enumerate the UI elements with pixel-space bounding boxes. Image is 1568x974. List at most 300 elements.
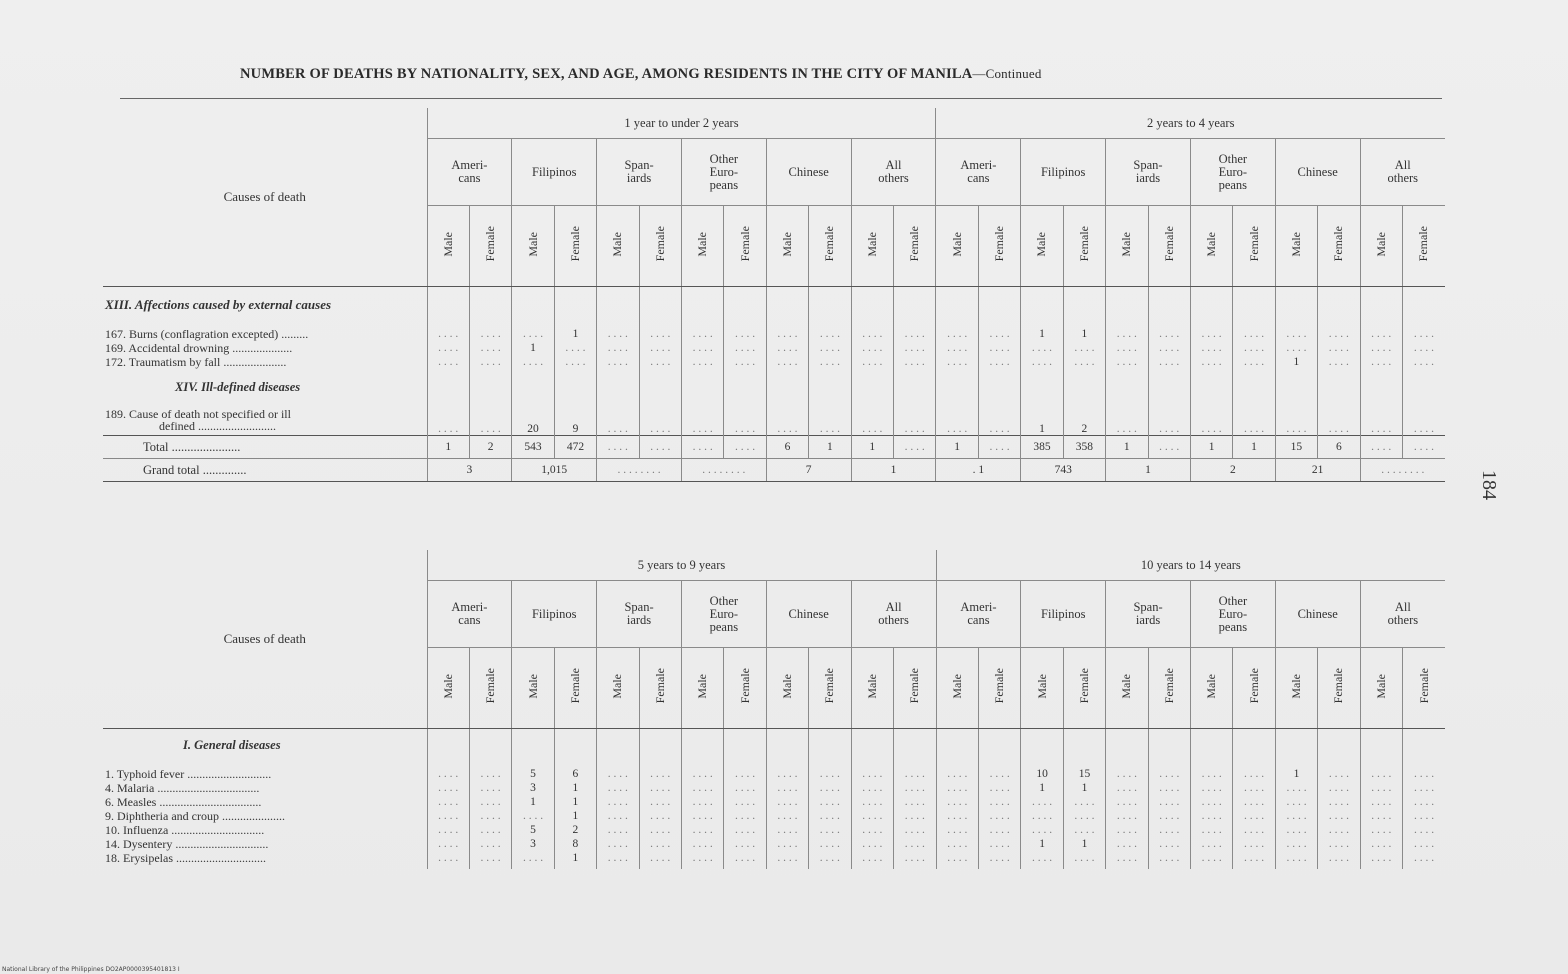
table-row xyxy=(103,809,1445,823)
title-text: NUMBER OF DEATHS BY NATIONALITY, SEX, AND AGE, AMONG RESIDENTS IN THE CITY OF MANILA xyxy=(240,66,973,82)
female-header: Female xyxy=(1318,206,1360,287)
total-value: 2 xyxy=(469,436,511,459)
cell-value: . . . . xyxy=(1233,851,1275,865)
total-value: . . . . xyxy=(597,436,639,459)
cell-value: . . . . xyxy=(1233,809,1275,823)
cell-value: 6 xyxy=(554,767,596,781)
male-header: Male xyxy=(681,648,723,729)
cell-value: . . . . xyxy=(1318,837,1360,851)
cell-value: . . . . xyxy=(469,837,511,851)
cell-value: 1 xyxy=(512,341,554,355)
cell-value: . . . . xyxy=(681,837,723,851)
cell-value: . . . . xyxy=(1275,327,1317,341)
cell-value: . . . . xyxy=(893,837,936,851)
cell-value: . . . . xyxy=(1190,767,1232,781)
female-header: Female xyxy=(1403,648,1446,729)
cause-label: 172. Traumatism by fall ..................... xyxy=(105,355,287,369)
cell-value: . . . . xyxy=(893,851,936,865)
cell-value: . . . . xyxy=(1318,355,1360,369)
cell-value: . . . . xyxy=(1275,851,1317,865)
cell-value: . . . . xyxy=(1148,767,1190,781)
cell-value: 3 xyxy=(512,837,554,851)
cell-value: . . . . xyxy=(809,767,851,781)
cell-value: . . . . xyxy=(978,823,1020,837)
cell-value: 5 xyxy=(512,767,554,781)
female-header: Female xyxy=(1402,206,1445,287)
cell-value: . . . . xyxy=(809,341,851,355)
table-row xyxy=(103,341,1445,355)
cell-value: . . . . xyxy=(1275,795,1317,809)
cell-value: . . . . xyxy=(1318,327,1360,341)
cell-value: . . . . xyxy=(597,851,639,865)
page-number: 184 xyxy=(1478,470,1500,500)
cell-value: . . . . xyxy=(427,837,469,851)
cell-value: . . . . xyxy=(1318,851,1360,865)
nationality-header: Span- iards xyxy=(597,139,682,206)
cell-value: . . . . xyxy=(893,781,936,795)
male-header: Male xyxy=(851,206,893,287)
cell-value: . . . . xyxy=(724,851,766,865)
scan-footer: National Library of the Philippines DO2AP0000395401813 I xyxy=(2,966,180,973)
total-label: Total ...................... xyxy=(103,436,427,459)
nationality-header: Filipinos xyxy=(1021,581,1106,648)
cell-value: 1 xyxy=(1021,781,1063,795)
total-value: . . . . xyxy=(1402,436,1445,459)
cell-value: . . . . xyxy=(893,767,936,781)
nationality-header: Span- iards xyxy=(1106,139,1191,206)
cell-value: . . . . xyxy=(724,795,766,809)
cell-value: . . . . xyxy=(597,405,639,436)
nationality-header: All others xyxy=(851,139,936,206)
male-header: Male xyxy=(681,206,723,287)
cell-value: . . . . xyxy=(809,809,851,823)
cell-value: . . . . xyxy=(936,355,978,369)
table-row xyxy=(103,781,1445,795)
cell-value: . . . . xyxy=(936,767,978,781)
cell-value: . . . . xyxy=(1275,405,1317,436)
cell-value: . . . . xyxy=(1190,327,1232,341)
cell-value: . . . . xyxy=(766,355,808,369)
cell-value: . . . . xyxy=(597,809,639,823)
cell-value: . . . . xyxy=(978,809,1020,823)
female-header: Female xyxy=(978,648,1020,729)
cell-value: . . . . xyxy=(809,355,851,369)
cell-value: . . . . xyxy=(936,781,978,795)
cell-value: . . . . xyxy=(1106,405,1148,436)
table-row xyxy=(103,851,1445,865)
age-band-right: 2 years to 4 years xyxy=(936,108,1445,139)
cell-value: 1 xyxy=(1063,781,1105,795)
female-header: Female xyxy=(809,206,851,287)
cell-value: . . . . xyxy=(597,355,639,369)
male-header: Male xyxy=(766,206,808,287)
age-band-left: 1 year to under 2 years xyxy=(427,108,936,139)
cell-value: . . . . xyxy=(1360,795,1402,809)
cell-value: . . . . xyxy=(681,851,723,865)
cell-value: . . . . xyxy=(766,767,808,781)
table-5-to-14-years xyxy=(103,550,1445,869)
cell-value: . . . . xyxy=(1021,341,1063,355)
total-value: 543 xyxy=(512,436,554,459)
cell-value: . . . . xyxy=(1063,823,1105,837)
total-value: 1 xyxy=(1233,436,1275,459)
cause-label: 167. Burns (conflagration excepted) ......... xyxy=(105,327,309,341)
cell-value: . . . . xyxy=(1106,355,1148,369)
cell-value: 1 xyxy=(554,809,596,823)
female-header: Female xyxy=(724,206,766,287)
cell-value: . . . . xyxy=(766,781,808,795)
cell-value: . . . . xyxy=(724,823,766,837)
grand-total-value: 1 xyxy=(1106,459,1191,482)
cell-value: 1 xyxy=(554,327,596,341)
cell-value: . . . . xyxy=(1148,405,1190,436)
cell-value: . . . . xyxy=(893,355,935,369)
female-header: Female xyxy=(1148,648,1190,729)
cell-value: . . . . xyxy=(978,327,1020,341)
cell-value: . . . . xyxy=(851,781,893,795)
cell-value: . . . . xyxy=(469,327,511,341)
male-header: Male xyxy=(1021,206,1063,287)
total-value: . . . . xyxy=(724,436,766,459)
cell-value: . . . . xyxy=(851,327,893,341)
cell-value: . . . . xyxy=(1190,355,1232,369)
cell-value: . . . . xyxy=(766,823,808,837)
cell-value: . . . . xyxy=(597,327,639,341)
cell-value: 1 xyxy=(1275,355,1317,369)
cell-value: . . . . xyxy=(978,781,1020,795)
male-header: Male xyxy=(512,206,554,287)
age-band-left: 5 years to 9 years xyxy=(427,550,936,581)
cell-value: . . . . xyxy=(724,809,766,823)
cell-value: . . . . xyxy=(512,809,554,823)
cell-value: . . . . xyxy=(469,767,511,781)
cell-value: . . . . xyxy=(1233,327,1275,341)
cell-value: 3 xyxy=(512,781,554,795)
cell-value: . . . . xyxy=(1360,327,1402,341)
cell-value: . . . . xyxy=(1360,823,1402,837)
cell-value: . . . . xyxy=(936,405,978,436)
cell-value: . . . . xyxy=(427,767,469,781)
cell-value: 1 xyxy=(554,795,596,809)
cell-value: . . . . xyxy=(766,837,808,851)
cell-value: . . . . xyxy=(427,327,469,341)
cell-value: . . . . xyxy=(1402,355,1445,369)
total-value: 15 xyxy=(1275,436,1317,459)
cell-value: . . . . xyxy=(1360,341,1402,355)
cell-value: . . . . xyxy=(1021,851,1063,865)
cell-value: . . . . xyxy=(427,405,469,436)
cell-value: . . . . xyxy=(1318,823,1360,837)
cell-value: . . . . xyxy=(851,795,893,809)
male-header: Male xyxy=(1190,206,1232,287)
nationality-header: Ameri- cans xyxy=(427,581,512,648)
cell-value: . . . . xyxy=(978,767,1020,781)
cause-label: 18. Erysipelas .............................. xyxy=(105,851,266,865)
cell-value: . . . . xyxy=(1190,837,1232,851)
male-header: Male xyxy=(512,648,554,729)
female-header: Female xyxy=(809,648,851,729)
cell-value: . . . . xyxy=(893,341,935,355)
total-value: 385 xyxy=(1021,436,1063,459)
total-value: 6 xyxy=(1318,436,1360,459)
cell-value: . . . . xyxy=(1233,341,1275,355)
cell-value: . . . . xyxy=(893,809,936,823)
cell-value: . . . . xyxy=(724,327,766,341)
cell-value: . . . . xyxy=(893,823,936,837)
cell-value: . . . . xyxy=(469,781,511,795)
cell-value: . . . . xyxy=(681,405,723,436)
cell-value: . . . . xyxy=(809,327,851,341)
cell-value: . . . . xyxy=(851,851,893,865)
cell-value: . . . . xyxy=(554,341,596,355)
cell-value: 20 xyxy=(512,405,554,436)
nationality-header: Filipinos xyxy=(1021,139,1106,206)
cell-value: . . . . xyxy=(936,851,978,865)
cell-value: . . . . xyxy=(766,405,808,436)
cell-value: . . . . xyxy=(1106,341,1148,355)
male-header: Male xyxy=(427,648,469,729)
table-row xyxy=(103,405,1445,436)
cell-value: 1 xyxy=(1021,405,1063,436)
cell-value: . . . . xyxy=(1106,767,1148,781)
cell-value: 1 xyxy=(1063,327,1105,341)
male-header: Male xyxy=(1106,648,1148,729)
cell-value: . . . . xyxy=(1063,355,1105,369)
cell-value: 1 xyxy=(554,781,596,795)
nationality-header: Span- iards xyxy=(597,581,682,648)
cell-value: . . . . xyxy=(724,767,766,781)
cell-value: . . . . xyxy=(427,341,469,355)
cell-value: . . . . xyxy=(469,851,511,865)
cell-value: 1 xyxy=(554,851,596,865)
total-value: 1 xyxy=(1190,436,1232,459)
cell-value: . . . . xyxy=(1403,823,1446,837)
cell-value: . . . . xyxy=(639,405,681,436)
cell-value: . . . . xyxy=(851,355,893,369)
cell-value: . . . . xyxy=(554,355,596,369)
table-row xyxy=(103,767,1445,781)
cell-value: . . . . xyxy=(724,405,766,436)
cell-value: . . . . xyxy=(1233,781,1275,795)
cell-value: . . . . xyxy=(469,341,511,355)
male-header: Male xyxy=(851,648,893,729)
total-value: . . . . xyxy=(1360,436,1402,459)
cell-value: . . . . xyxy=(1318,781,1360,795)
male-header: Male xyxy=(1190,648,1232,729)
male-header: Male xyxy=(1106,206,1148,287)
cell-value: . . . . xyxy=(427,781,469,795)
cell-value: . . . . xyxy=(639,781,681,795)
cell-value: . . . . xyxy=(512,851,554,865)
cell-value: . . . . xyxy=(1190,341,1232,355)
cell-value: . . . . xyxy=(1275,341,1317,355)
grand-total-value: . . . . . . . . xyxy=(597,459,682,482)
cell-value: . . . . xyxy=(766,851,808,865)
cell-value: . . . . xyxy=(978,405,1020,436)
nationality-header: Filipinos xyxy=(512,581,597,648)
cell-value: . . . . xyxy=(1190,851,1232,865)
female-header: Female xyxy=(1063,648,1105,729)
total-value: 6 xyxy=(766,436,808,459)
cell-value: . . . . xyxy=(1403,837,1446,851)
total-value: 1 xyxy=(851,436,893,459)
total-value: 1 xyxy=(427,436,469,459)
cell-value: . . . . xyxy=(978,851,1020,865)
table-row xyxy=(103,355,1445,369)
nationality-header: Other Euro- peans xyxy=(1190,139,1275,206)
cell-value: . . . . xyxy=(1360,809,1402,823)
cell-value: . . . . xyxy=(639,823,681,837)
cell-value: . . . . xyxy=(851,823,893,837)
cell-value: . . . . xyxy=(1063,341,1105,355)
grand-total-value: 21 xyxy=(1275,459,1360,482)
cell-value: . . . . xyxy=(1402,341,1445,355)
cell-value: . . . . xyxy=(809,781,851,795)
nationality-header: All others xyxy=(851,581,936,648)
nationality-header: Ameri- cans xyxy=(427,139,512,206)
cell-value: . . . . xyxy=(639,837,681,851)
cell-value: . . . . xyxy=(809,851,851,865)
female-header: Female xyxy=(1233,648,1275,729)
cell-value: . . . . xyxy=(469,405,511,436)
cell-value: . . . . xyxy=(1403,809,1446,823)
total-value: . . . . xyxy=(1148,436,1190,459)
cause-label: 1. Typhoid fever ............................ xyxy=(105,767,272,781)
cell-value: . . . . xyxy=(1233,795,1275,809)
cell-value: . . . . xyxy=(851,767,893,781)
total-value: . . . . xyxy=(681,436,723,459)
cell-value: . . . . xyxy=(469,823,511,837)
grand-total-value: 3 xyxy=(427,459,512,482)
grand-total-value: 7 xyxy=(766,459,851,482)
cell-value: . . . . xyxy=(724,355,766,369)
cell-value: . . . . xyxy=(1063,809,1105,823)
cell-value: . . . . xyxy=(681,809,723,823)
female-header: Female xyxy=(1063,206,1105,287)
cause-label: 189. Cause of death not specified or ill defined .......................... xyxy=(105,407,291,433)
cell-value: 1 xyxy=(1063,837,1105,851)
cell-value: . . . . xyxy=(893,327,935,341)
cell-value: . . . . xyxy=(1106,851,1148,865)
cell-value: . . . . xyxy=(809,837,851,851)
cell-value: . . . . xyxy=(1190,823,1232,837)
cell-value: 1 xyxy=(512,795,554,809)
cell-value: . . . . xyxy=(766,795,808,809)
cell-value: . . . . xyxy=(427,823,469,837)
grand-total-value: 743 xyxy=(1021,459,1106,482)
causes-of-death-header: Causes of death xyxy=(103,108,427,287)
cell-value: . . . . xyxy=(936,823,978,837)
cell-value: . . . . xyxy=(1106,327,1148,341)
male-header: Male xyxy=(1275,206,1317,287)
total-value: 472 xyxy=(554,436,596,459)
male-header: Male xyxy=(766,648,808,729)
cell-value: . . . . xyxy=(1190,809,1232,823)
cell-value: . . . . xyxy=(681,781,723,795)
section-heading-general: I. General diseases xyxy=(183,738,281,752)
cell-value: 5 xyxy=(512,823,554,837)
cell-value: . . . . xyxy=(597,341,639,355)
female-header: Female xyxy=(893,648,936,729)
cell-value: . . . . xyxy=(1190,405,1232,436)
cell-value: . . . . xyxy=(809,795,851,809)
cell-value: . . . . xyxy=(1233,767,1275,781)
total-value: . . . . xyxy=(639,436,681,459)
nationality-header: All others xyxy=(1360,581,1445,648)
nationality-header: Chinese xyxy=(1275,581,1360,648)
cause-label: 14. Dysentery ............................... xyxy=(105,837,269,851)
cell-value: . . . . xyxy=(681,327,723,341)
cell-value: . . . . xyxy=(936,327,978,341)
cell-value: . . . . xyxy=(1275,781,1317,795)
female-header: Female xyxy=(639,206,681,287)
nationality-header: Span- iards xyxy=(1106,581,1191,648)
male-header: Male xyxy=(597,648,639,729)
cell-value: . . . . xyxy=(809,823,851,837)
male-header: Male xyxy=(597,206,639,287)
cell-value: . . . . xyxy=(978,341,1020,355)
cell-value: . . . . xyxy=(1360,405,1402,436)
nationality-header: Chinese xyxy=(1275,139,1360,206)
cell-value: . . . . xyxy=(1148,781,1190,795)
cell-value: . . . . xyxy=(724,837,766,851)
cell-value: . . . . xyxy=(1403,781,1446,795)
cell-value: 2 xyxy=(554,823,596,837)
grand-total-value: . . . . . . . . xyxy=(681,459,766,482)
total-value: . . . . xyxy=(978,436,1020,459)
cell-value: . . . . xyxy=(766,327,808,341)
cell-value: . . . . xyxy=(469,809,511,823)
cell-value: . . . . xyxy=(639,355,681,369)
total-row xyxy=(103,436,1445,459)
cell-value: . . . . xyxy=(1360,767,1402,781)
cell-value: 1 xyxy=(1021,837,1063,851)
table-row xyxy=(103,823,1445,837)
table-row xyxy=(103,327,1445,341)
cell-value: . . . . xyxy=(1233,405,1275,436)
table-1-year-to-4-years xyxy=(103,108,1445,482)
cell-value: . . . . xyxy=(1275,823,1317,837)
cell-value: . . . . xyxy=(809,405,851,436)
cell-value: . . . . xyxy=(427,809,469,823)
cell-value: . . . . xyxy=(681,795,723,809)
cell-value: . . . . xyxy=(1148,327,1190,341)
cell-value: . . . . xyxy=(1148,355,1190,369)
table-row xyxy=(103,795,1445,809)
cell-value: . . . . xyxy=(681,341,723,355)
cell-value: . . . . xyxy=(1148,795,1190,809)
grand-total-value: . 1 xyxy=(936,459,1021,482)
cell-value: . . . . xyxy=(1106,795,1148,809)
causes-of-death-header: Causes of death xyxy=(103,550,427,729)
male-header: Male xyxy=(1360,206,1402,287)
cell-value: . . . . xyxy=(1148,341,1190,355)
cell-value: . . . . xyxy=(1403,851,1446,865)
nationality-header: Ameri- cans xyxy=(936,139,1021,206)
cell-value: . . . . xyxy=(1148,851,1190,865)
grand-total-value: 1,015 xyxy=(512,459,597,482)
cell-value: . . . . xyxy=(597,767,639,781)
cell-value: . . . . xyxy=(1275,809,1317,823)
male-header: Male xyxy=(1275,648,1317,729)
cell-value: . . . . xyxy=(469,355,511,369)
cell-value: . . . . xyxy=(1063,851,1105,865)
cause-label: 4. Malaria .................................. xyxy=(105,781,260,795)
nationality-header: Other Euro- peans xyxy=(1190,581,1275,648)
male-header: Male xyxy=(427,206,469,287)
cell-value: . . . . xyxy=(936,809,978,823)
cause-label: 169. Accidental drowning .................... xyxy=(105,341,293,355)
